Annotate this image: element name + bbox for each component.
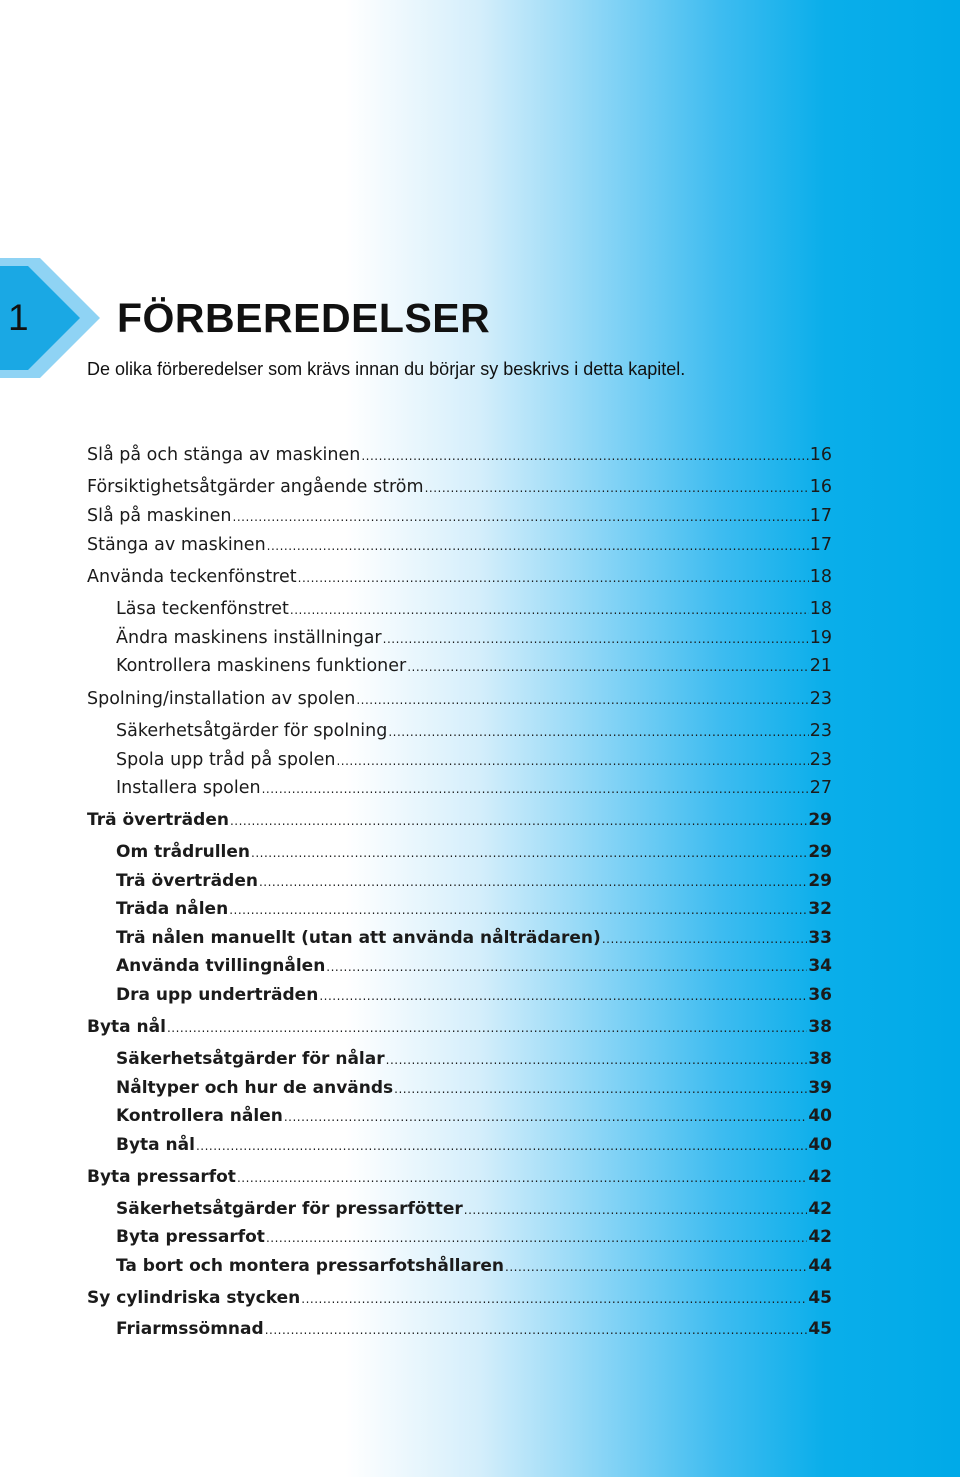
toc-entry-title: Säkerhetsåtgärder för pressarfötter (116, 1199, 463, 1219)
toc-entry-page: 42 (808, 1227, 832, 1247)
toc-dot-leader (262, 775, 809, 803)
toc-entry-title: Använda tvillingnålen (116, 956, 326, 976)
toc-dot-leader (602, 925, 808, 953)
toc-entry-title: Byta nål (87, 1017, 166, 1037)
toc-entry-page: 29 (808, 842, 832, 862)
toc-dot-leader (265, 1316, 808, 1344)
toc-entry[interactable] (87, 563, 832, 591)
toc-dot-leader (301, 1285, 807, 1313)
toc-entry-page: 23 (809, 750, 832, 770)
toc-dot-leader (237, 1164, 807, 1192)
toc-entry[interactable] (116, 924, 832, 952)
toc-entry-page: 38 (808, 1017, 832, 1037)
toc-entry-page: 45 (808, 1319, 832, 1339)
toc-entry[interactable] (87, 441, 832, 469)
toc-entry[interactable] (116, 1102, 832, 1130)
toc-entry-title: Dra upp underträden (116, 985, 319, 1005)
toc-entry[interactable] (116, 1131, 832, 1159)
toc-entry-title: Byta pressarfot (116, 1227, 265, 1247)
toc-entry-title: Trä överträden (87, 810, 229, 830)
chapter-number: 1 (8, 297, 29, 338)
toc-entry[interactable] (116, 774, 832, 802)
toc-dot-leader (383, 625, 809, 653)
toc-entry-page: 36 (808, 985, 832, 1005)
toc-entry-title: Trä överträden (116, 871, 258, 891)
toc-entry[interactable] (116, 981, 832, 1009)
toc-dot-leader (464, 1196, 808, 1224)
toc-entry[interactable] (87, 473, 832, 501)
toc-entry-title: Säkerhetsåtgärder för nålar (116, 1049, 385, 1069)
toc-dot-leader (267, 532, 809, 560)
toc-entry[interactable] (87, 502, 832, 530)
toc-entry[interactable] (87, 685, 832, 713)
toc-entry[interactable] (116, 952, 832, 980)
toc-entry[interactable] (116, 1223, 832, 1251)
toc-entry-page: 42 (808, 1167, 832, 1187)
toc-dot-leader (298, 564, 809, 592)
toc-dot-leader (425, 474, 809, 502)
toc-entry-page: 32 (808, 899, 832, 919)
toc-entry[interactable] (116, 867, 832, 895)
toc-entry-title: Kontrollera nålen (116, 1106, 283, 1126)
toc-dot-leader (336, 747, 808, 775)
toc-entry-page: 17 (809, 506, 832, 526)
toc-entry[interactable] (116, 1195, 832, 1223)
toc-entry-page: 39 (808, 1078, 832, 1098)
toc-entry-page: 18 (809, 599, 832, 619)
toc-entry-title: Ta bort och montera pressarfotshållaren (116, 1256, 504, 1276)
toc-entry-page: 29 (808, 810, 832, 830)
toc-dot-leader (388, 718, 808, 746)
toc-entry-title: Byta nål (116, 1135, 195, 1155)
toc-dot-leader (266, 1224, 807, 1252)
toc-entry[interactable] (116, 1074, 832, 1102)
toc-entry-page: 45 (808, 1288, 832, 1308)
toc-entry[interactable] (116, 895, 832, 923)
toc-entry[interactable] (87, 1013, 832, 1041)
toc-entry[interactable] (116, 1315, 832, 1343)
toc-dot-leader (284, 1103, 807, 1131)
toc-entry-title: Installera spolen (116, 778, 261, 798)
toc-dot-leader (386, 1046, 808, 1074)
toc-entry-page: 18 (809, 567, 832, 587)
toc-dot-leader (394, 1075, 807, 1103)
toc-dot-leader (290, 596, 809, 624)
toc-entry-title: Träda nålen (116, 899, 229, 919)
toc-entry-title: Friarmssömnad (116, 1319, 264, 1339)
toc-entry[interactable] (116, 1252, 832, 1280)
toc-entry[interactable] (116, 746, 832, 774)
toc-dot-leader (326, 953, 807, 981)
toc-dot-leader (505, 1253, 807, 1281)
toc-entry-title: Slå på och stänga av maskinen (87, 445, 361, 465)
toc-entry-title: Spolning/installation av spolen (87, 689, 356, 709)
toc-dot-leader (356, 686, 808, 714)
toc-entry-title: Läsa teckenfönstret (116, 599, 289, 619)
toc-dot-leader (361, 442, 808, 470)
toc-entry[interactable] (116, 652, 832, 680)
toc-entry-page: 23 (809, 721, 832, 741)
toc-dot-leader (229, 896, 807, 924)
toc-entry-title: Sy cylindriska stycken (87, 1288, 301, 1308)
toc-entry-page: 23 (809, 689, 832, 709)
toc-dot-leader (251, 839, 807, 867)
toc-dot-leader (233, 503, 809, 531)
toc-entry-title: Nåltyper och hur de används (116, 1078, 394, 1098)
toc-entry-page: 33 (808, 928, 832, 948)
toc-entry-page: 17 (809, 535, 832, 555)
toc-entry-title: Säkerhetsåtgärder för spolning (116, 721, 388, 741)
chapter-title: FÖRBEREDELSER (117, 295, 491, 341)
toc-entry-title: Ändra maskinens inställningar (116, 628, 382, 648)
toc-entry-title: Spola upp tråd på spolen (116, 750, 336, 770)
toc-dot-leader (230, 807, 807, 835)
toc-entry-page: 29 (808, 871, 832, 891)
toc-entry-page: 27 (809, 778, 832, 798)
toc-entry-title: Kontrollera maskinens funktioner (116, 656, 407, 676)
toc-entry-page: 34 (808, 956, 832, 976)
toc-entry-title: Stänga av maskinen (87, 535, 266, 555)
toc-entry-title: Slå på maskinen (87, 506, 232, 526)
toc-entry-page: 44 (808, 1256, 832, 1276)
toc-entry[interactable] (116, 838, 832, 866)
toc-entry-page: 21 (809, 656, 832, 676)
toc-entry-page: 16 (809, 477, 832, 497)
toc-dot-leader (259, 868, 807, 896)
toc-entry-page: 40 (808, 1106, 832, 1126)
toc-dot-leader (167, 1014, 807, 1042)
toc-entry[interactable] (87, 806, 832, 834)
toc-entry-title: Använda teckenfönstret (87, 567, 297, 587)
toc-dot-leader (407, 653, 808, 681)
chapter-subtitle: De olika förberedelser som krävs innan du börjar sy beskrivs i detta kapitel. (87, 359, 686, 379)
toc-entry-title: Försiktighetsåtgärder angående ström (87, 477, 424, 497)
toc-entry-title: Om trådrullen (116, 842, 251, 862)
toc-entry[interactable] (116, 1045, 832, 1073)
toc-entry-page: 38 (808, 1049, 832, 1069)
toc-dot-leader (196, 1132, 807, 1160)
toc-entry[interactable] (87, 1284, 832, 1312)
toc-entry-page: 19 (809, 628, 832, 648)
toc-entry[interactable] (87, 1163, 832, 1191)
toc-entry-page: 16 (809, 445, 832, 465)
toc-entry-title: Byta pressarfot (87, 1167, 236, 1187)
toc-entry-title: Trä nålen manuellt (utan att använda nålträdaren) (116, 928, 601, 948)
toc-entry[interactable] (87, 531, 832, 559)
toc-entry-page: 42 (808, 1199, 832, 1219)
toc-entry[interactable] (116, 624, 832, 652)
toc-dot-leader (319, 982, 807, 1010)
toc-entry[interactable] (116, 595, 832, 623)
toc-entry-page: 40 (808, 1135, 832, 1155)
toc-entry[interactable] (116, 717, 832, 745)
